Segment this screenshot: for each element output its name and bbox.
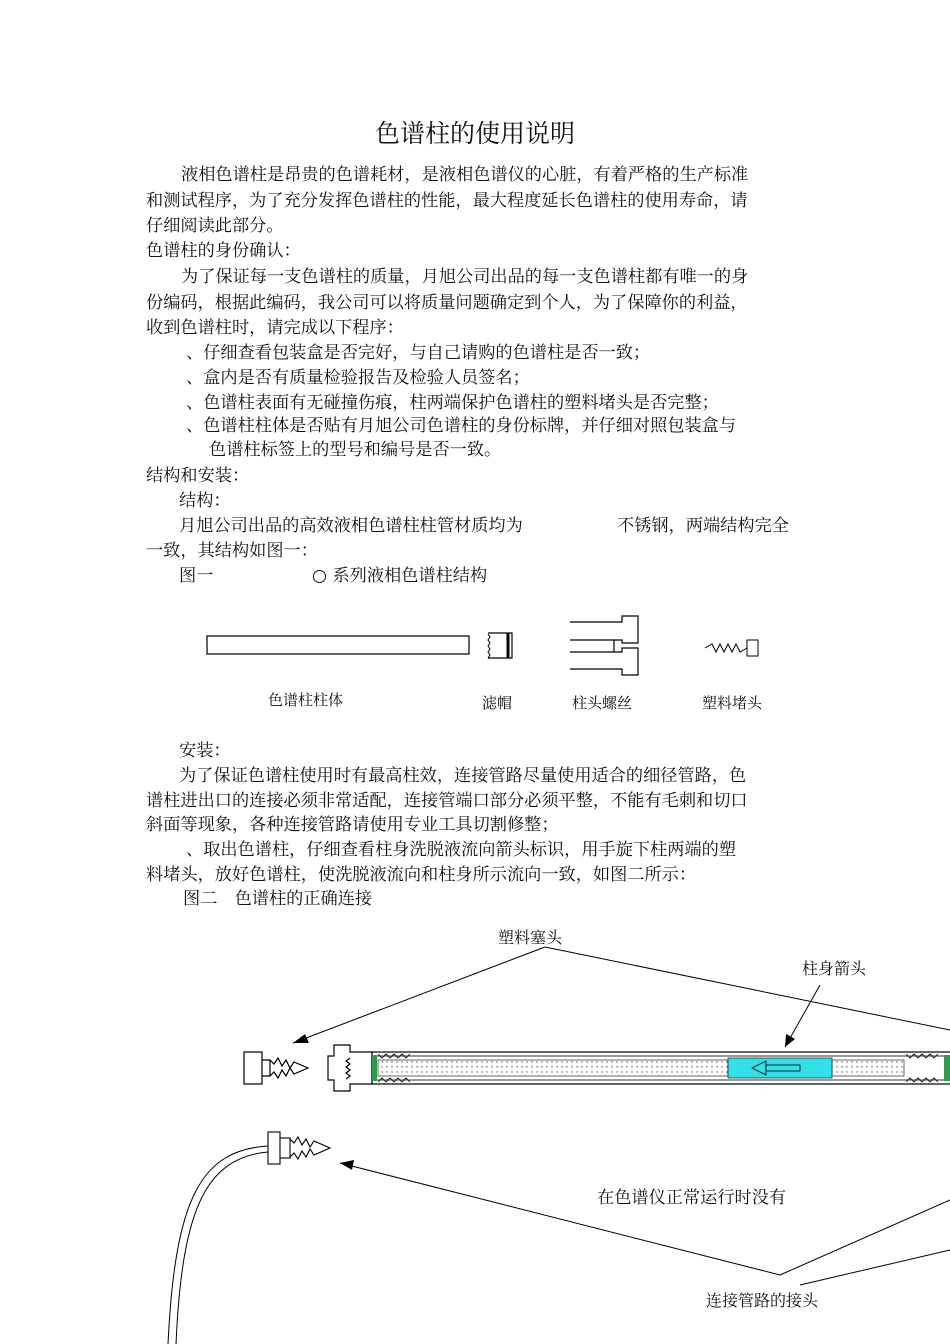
checklist-item-2: 、盒内是否有质量检验报告及检验人员签名； <box>186 368 530 388</box>
figure-2-caption: 图二 色谱柱的正确连接 <box>183 889 373 909</box>
paragraph-structure-part-1: 月旭公司出品的高效液相色谱柱柱管材质均为 <box>179 516 523 536</box>
section-heading-identity: 色谱柱的身份确认： <box>146 241 301 261</box>
paragraph-identity-line-1: 为了保证每一支色谱柱的质量，月旭公司出品的每一支色谱柱都有唯一的身 <box>181 267 749 287</box>
label-column-body: 色谱柱柱体 <box>268 691 344 709</box>
paragraph-structure-part-2: 不锈钢，两端结构完全 <box>617 516 789 536</box>
paragraph-identity-line-2: 份编码，根据此编码，我公司可以将质量问题确定到个人，为了保障你的利益， <box>146 293 748 313</box>
label-normal-run-note: 在色谱仪正常运行时没有 <box>597 1188 787 1208</box>
checklist-item-4: 、色谱柱柱体是否贴有月旭公司色谱柱的身份标牌，并仔细对照包装盒与 <box>186 416 737 436</box>
subheading-structure: 结构： <box>179 491 231 511</box>
paragraph-intro-line-2: 和测试程序，为了充分发挥色谱柱的性能，最大程度延长色谱柱的使用寿命，请 <box>146 191 748 211</box>
paragraph-step-line-1: 、取出色谱柱，仔细查看柱身洗脱液流向箭头标识，用手旋下柱两端的塑 <box>186 840 737 860</box>
section-heading-structure: 结构和安装： <box>146 466 250 486</box>
paragraph-identity-line-3: 收到色谱柱时，请完成以下程序： <box>146 318 404 338</box>
label-filter-cap: 滤帽 <box>482 694 513 712</box>
label-tubing-joint: 连接管路的接头 <box>706 1291 819 1310</box>
column-tube-shape <box>372 1052 950 1084</box>
subheading-install: 安装： <box>179 741 231 761</box>
paragraph-step-line-2: 料堵头，放好色谱柱，使洗脱液流向和柱身所示流向一致，如图二所示： <box>146 865 697 885</box>
paragraph-intro-line-3: 仔细阅读此部分。 <box>146 216 284 236</box>
left-plug-shape <box>244 1052 308 1084</box>
checklist-item-1: 、仔细查看包装盒是否完好，与自己请购的色谱柱是否一致； <box>186 343 651 363</box>
paragraph-structure-line-2: 一致，其结构如图一： <box>146 541 318 561</box>
column-head-shape <box>328 1045 372 1091</box>
label-plastic-plug: 塑料堵头 <box>702 694 763 712</box>
figure-1-caption: ○ 系列液相色谱柱结构 <box>312 566 488 586</box>
tubing-line <box>168 1146 268 1344</box>
paragraph-install-line-2: 谱柱进出口的连接必须非常适配，连接管端口部分必须平整，不能有毛刺和切口 <box>146 791 748 811</box>
paragraph-install-line-3: 斜面等现象，各种连接管路请使用专业工具切割修整； <box>146 815 559 835</box>
figure-1-number: 图一 <box>179 566 214 586</box>
checklist-item-3: 、色谱柱表面有无碰撞伤痕，柱两端保护色谱柱的塑料堵头是否完整； <box>186 393 719 413</box>
tubing-connector-shape <box>268 1132 330 1164</box>
label-plastic-stopper: 塑料塞头 <box>498 928 563 947</box>
label-body-arrow: 柱身箭头 <box>802 959 867 978</box>
paragraph-intro-line-1: 液相色谱柱是昂贵的色谱耗材，是液相色谱仪的心脏，有着严格的生产标准 <box>181 165 749 185</box>
label-head-screw: 柱头螺丝 <box>572 694 633 712</box>
page-title: 色谱柱的使用说明 <box>374 119 575 148</box>
checklist-item-4-cont: 色谱柱标签上的型号和编号是否一致。 <box>209 440 502 460</box>
paragraph-install-line-1: 为了保证色谱柱使用时有最高柱效，连接管路尽量使用适合的细径管路，色 <box>179 766 747 786</box>
